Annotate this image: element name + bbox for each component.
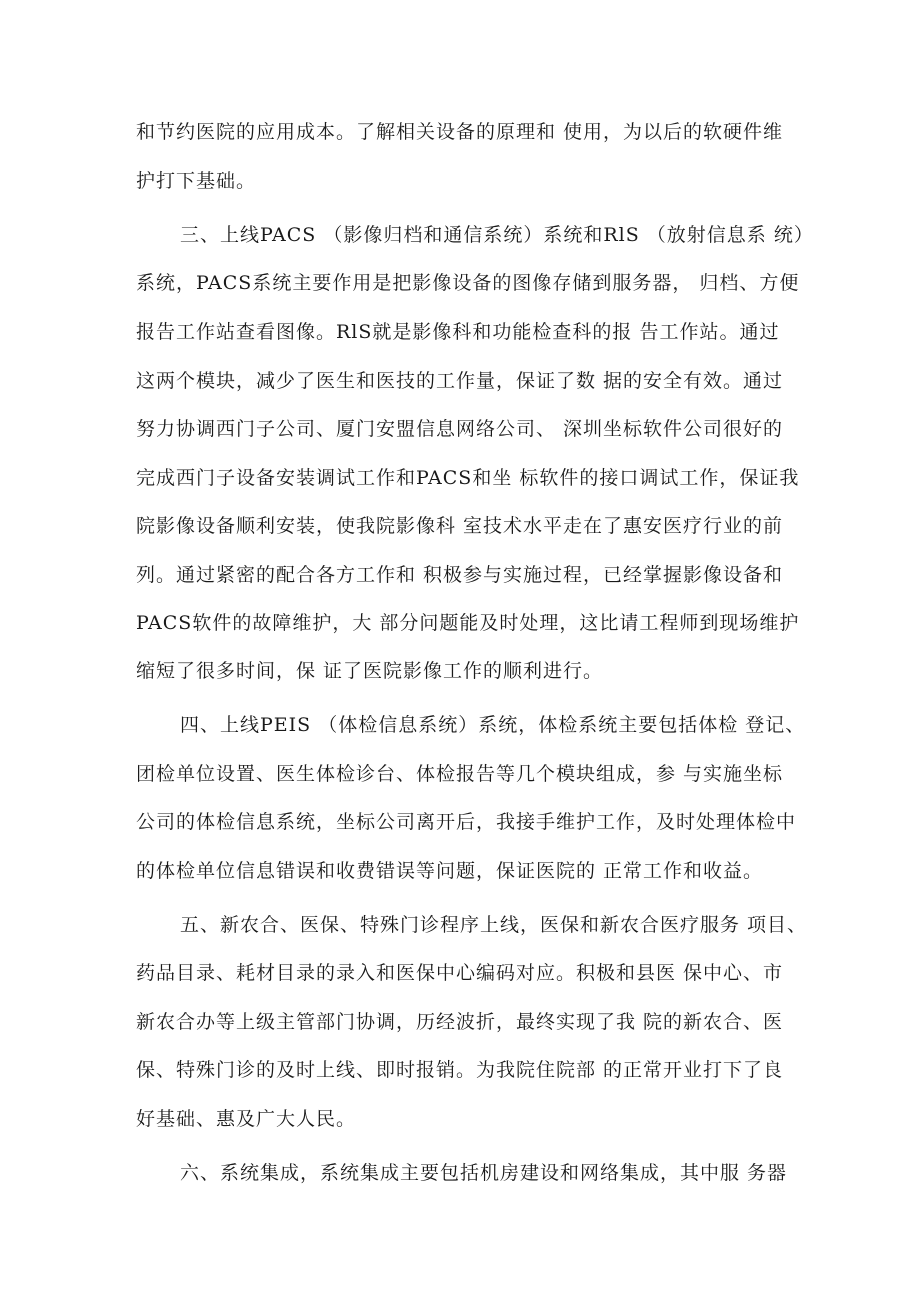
paragraph-line: 公司的体检信息系统，坐标公司离开后，我接手维护工作，及时处理体检中 bbox=[136, 811, 797, 833]
paragraph-line: 三、上线PACS （影像归档和通信系统）系统和RlS （放射信息系 统） bbox=[180, 224, 814, 246]
paragraph-line: 药品目录、耗材目录的录入和医保中心编码对应。积极和县医 保中心、市 bbox=[136, 962, 784, 984]
paragraph-line: 报告工作站查看图像。RlS就是影像科和功能检查科的报 告工作站。通过 bbox=[136, 321, 780, 343]
paragraph-line: 团检单位设置、医生体检诊台、体检报告等几个模块组成，参 与实施坐标 bbox=[136, 763, 784, 785]
paragraph-line: 护打下基础。 bbox=[136, 170, 257, 192]
paragraph-line: 好基础、惠及广大人民。 bbox=[136, 1108, 357, 1130]
paragraph-line: 六、系统集成，系统集成主要包括机房建设和网络集成，其中服 务器 bbox=[180, 1162, 788, 1184]
paragraph-line: PACS软件的故障维护，大 部分问题能及时处理，这比请工程师到现场维护 bbox=[136, 612, 800, 634]
paragraph-line: 的体检单位信息错误和收费错误等问题，保证医院的 正常工作和收益。 bbox=[136, 860, 764, 882]
paragraph-line: 系统，PACS系统主要作用是把影像设备的图像存储到服务器， 归档、方便 bbox=[136, 272, 800, 294]
paragraph-line: 保、特殊门诊的及时上线、即时报销。为我院住院部 的正常开业打下了良 bbox=[136, 1059, 784, 1081]
paragraph-line: 四、上线PEIS （体检信息系统）系统，体检系统主要包括体检 登记、 bbox=[180, 714, 806, 736]
paragraph-line: 新农合办等上级主管部门协调，历经波折，最终实现了我 院的新农合、医 bbox=[136, 1011, 784, 1033]
paragraph-line: 努力协调西门子公司、厦门安盟信息网络公司、 深圳坐标软件公司很好的 bbox=[136, 418, 784, 440]
paragraph-line: 和节约医院的应用成本。了解相关设备的原理和 使用，为以后的软硬件维 bbox=[136, 121, 784, 143]
paragraph-line: 这两个模块，减少了医生和医技的工作量，保证了数 据的安全有效。通过 bbox=[136, 370, 784, 392]
paragraph-line: 缩短了很多时间，保 证了医院影像工作的顺利进行。 bbox=[136, 660, 604, 682]
paragraph-line: 五、新农合、医保、特殊门诊程序上线，医保和新农合医疗服务 项目、 bbox=[180, 914, 808, 936]
paragraph-line: 完成西门子设备安装调试工作和PACS和坐 标软件的接口调试工作，保证我 bbox=[136, 467, 800, 489]
paragraph-line: 院影像设备顺利安装，使我院影像科 室技术水平走在了惠安医疗行业的前 bbox=[136, 515, 784, 537]
paragraph-line: 列。通过紧密的配合各方工作和 积极参与实施过程，已经掌握影像设备和 bbox=[136, 564, 784, 586]
